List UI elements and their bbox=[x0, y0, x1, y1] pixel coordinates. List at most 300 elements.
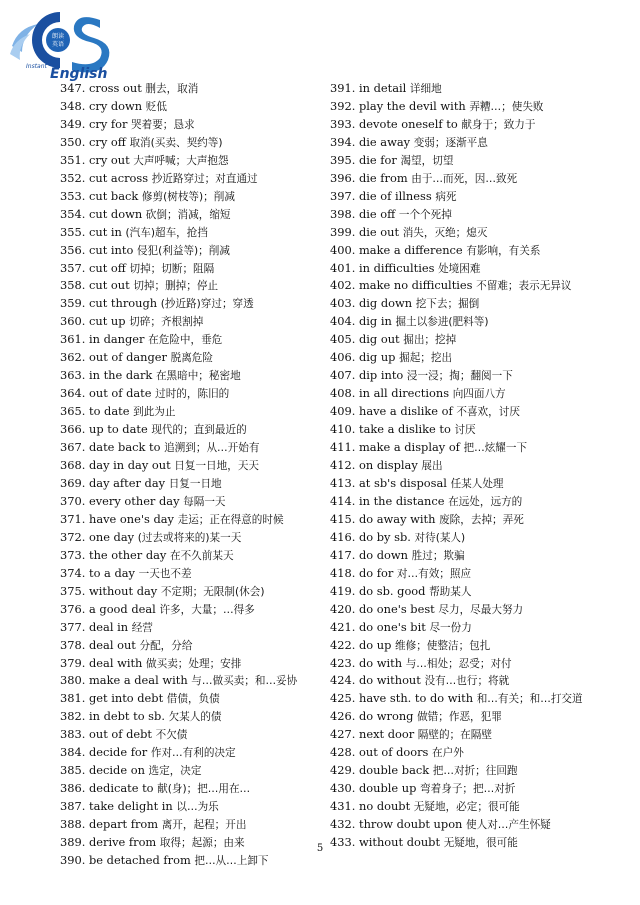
entry-number: 419. bbox=[330, 583, 356, 598]
entry-number: 349. bbox=[60, 116, 86, 131]
phrase-entry bbox=[60, 331, 330, 349]
entry-number: 384. bbox=[60, 745, 86, 760]
entry-phrase: on display bbox=[359, 458, 418, 473]
phrase-entry bbox=[330, 511, 620, 529]
entry-phrase: dedicate to bbox=[89, 781, 154, 796]
entry-meaning: 对待(某人) bbox=[414, 531, 466, 544]
entry-meaning: 日复一日地，天天 bbox=[174, 460, 260, 473]
entry-number: 364. bbox=[60, 386, 86, 401]
phrase-entry bbox=[60, 601, 330, 619]
entry-number: 418. bbox=[330, 565, 356, 580]
entry-number: 386. bbox=[60, 781, 86, 796]
entry-phrase: do without bbox=[359, 673, 421, 688]
entry-number: 403. bbox=[330, 296, 356, 311]
entry-number: 378. bbox=[60, 637, 86, 652]
entry-number: 351. bbox=[60, 152, 86, 167]
entry-meaning: 作对…有利的决定 bbox=[150, 747, 236, 760]
phrase-entry bbox=[330, 98, 620, 116]
entry-phrase: deal out bbox=[89, 637, 136, 652]
entry-phrase: do wrong bbox=[359, 709, 414, 724]
entry-phrase: every other day bbox=[89, 493, 180, 508]
entry-phrase: have a dislike of bbox=[359, 404, 453, 419]
instant-english-logo bbox=[8, 6, 118, 82]
entry-phrase: depart from bbox=[89, 817, 159, 832]
phrase-entry bbox=[60, 439, 330, 457]
entry-meaning: 隔壁的；在隔壁 bbox=[417, 729, 492, 742]
phrase-entry bbox=[330, 331, 620, 349]
logo-instant: Instant bbox=[26, 63, 47, 70]
entry-number: 388. bbox=[60, 817, 86, 832]
entry-meaning: 日复一日地 bbox=[168, 477, 222, 490]
phrase-entry bbox=[60, 188, 330, 206]
entry-meaning: 在不久前某天 bbox=[170, 549, 234, 562]
entry-meaning: 砍倒；消减，缩短 bbox=[145, 208, 231, 221]
entry-number: 372. bbox=[60, 529, 86, 544]
phrase-entry bbox=[330, 475, 620, 493]
phrase-entry bbox=[330, 188, 620, 206]
entry-meaning: 没有…也行；将就 bbox=[424, 675, 510, 688]
entry-meaning: 浸一浸；掏；翻阅一下 bbox=[406, 370, 513, 383]
logo-brand: English bbox=[50, 66, 108, 82]
phrase-entry bbox=[330, 206, 620, 224]
phrase-entry bbox=[60, 116, 330, 134]
phrase-entry bbox=[60, 690, 330, 708]
entry-number: 363. bbox=[60, 368, 86, 383]
entry-phrase: without doubt bbox=[359, 835, 441, 850]
entry-phrase: die from bbox=[359, 170, 408, 185]
entry-number: 420. bbox=[330, 601, 356, 616]
entry-meaning: 有影响，有关系 bbox=[466, 244, 541, 257]
phrase-entry bbox=[60, 277, 330, 295]
entry-meaning: 每隔一天 bbox=[183, 495, 226, 508]
entry-phrase: to a day bbox=[89, 565, 135, 580]
entry-number: 402. bbox=[330, 278, 356, 293]
entry-phrase: a good deal bbox=[89, 601, 156, 616]
entry-number: 396. bbox=[330, 170, 356, 185]
right-column bbox=[330, 80, 620, 852]
phrase-entry bbox=[330, 619, 620, 637]
entry-meaning: 无疑地，很可能 bbox=[443, 837, 518, 850]
entry-meaning: 展出 bbox=[421, 460, 443, 473]
entry-meaning: 做错；作恶，犯罪 bbox=[417, 711, 502, 724]
phrase-entry bbox=[60, 583, 330, 601]
entry-phrase: in debt to sb. bbox=[89, 709, 165, 724]
entry-number: 367. bbox=[60, 440, 86, 455]
phrase-entry bbox=[330, 672, 620, 690]
phrase-entry bbox=[330, 313, 620, 331]
entry-meaning: 病死 bbox=[435, 190, 457, 203]
entry-phrase: out of debt bbox=[89, 727, 152, 742]
entry-meaning: 在户外 bbox=[432, 747, 464, 760]
entry-number: 348. bbox=[60, 98, 86, 113]
phrase-entry bbox=[330, 780, 620, 798]
entry-phrase: do with bbox=[359, 655, 403, 670]
entry-phrase: dig down bbox=[359, 296, 413, 311]
entry-meaning: 分配，分给 bbox=[139, 639, 193, 652]
entry-meaning: 侵犯(利益等)；削减 bbox=[136, 244, 230, 257]
entry-meaning: 一天也不差 bbox=[138, 567, 192, 580]
entry-number: 361. bbox=[60, 332, 86, 347]
entry-phrase: up to date bbox=[89, 422, 148, 437]
phrase-entry bbox=[60, 313, 330, 331]
phrase-entry bbox=[60, 134, 330, 152]
entry-meaning: 献(身)；把…用在… bbox=[157, 783, 251, 796]
entry-number: 387. bbox=[60, 799, 86, 814]
entry-meaning: 到此为止 bbox=[133, 406, 176, 419]
entry-meaning: 掘起；挖出 bbox=[399, 352, 453, 365]
entry-number: 370. bbox=[60, 493, 86, 508]
entry-meaning: 借债，负债 bbox=[166, 693, 220, 706]
phrase-entry bbox=[330, 637, 620, 655]
entry-phrase: cry for bbox=[89, 116, 128, 131]
phrase-entry bbox=[60, 798, 330, 816]
entry-phrase: do by sb. bbox=[359, 529, 411, 544]
entry-number: 360. bbox=[60, 314, 86, 329]
entry-phrase: die away bbox=[359, 134, 411, 149]
phrase-entry bbox=[330, 260, 620, 278]
entry-phrase: in danger bbox=[89, 332, 145, 347]
entry-phrase: in all directions bbox=[359, 386, 450, 401]
entry-meaning: 切掉；删掉；停止 bbox=[133, 280, 219, 293]
entry-phrase: be detached from bbox=[89, 852, 191, 867]
entry-phrase: in the dark bbox=[89, 368, 153, 383]
entry-meaning: 挖下去；掘倒 bbox=[415, 298, 480, 311]
entry-meaning: 与…做买卖；和…妥协 bbox=[191, 675, 298, 688]
entry-phrase: cut up bbox=[89, 314, 126, 329]
phrase-entry bbox=[330, 762, 620, 780]
entry-phrase: cut into bbox=[89, 242, 134, 257]
entry-number: 414. bbox=[330, 493, 356, 508]
phrase-entry bbox=[330, 690, 620, 708]
entry-phrase: devote oneself to bbox=[359, 116, 458, 131]
entry-phrase: cut off bbox=[89, 260, 126, 275]
phrase-entry bbox=[330, 367, 620, 385]
entry-number: 389. bbox=[60, 835, 86, 850]
entry-phrase: do away with bbox=[359, 511, 436, 526]
entry-number: 356. bbox=[60, 242, 86, 257]
entry-number: 353. bbox=[60, 188, 86, 203]
entry-meaning: 消失，灭绝；熄灭 bbox=[402, 226, 488, 239]
entry-meaning: 使人对…产生怀疑 bbox=[466, 819, 551, 832]
phrase-entry bbox=[60, 403, 330, 421]
entry-meaning: 一个个死掉 bbox=[398, 208, 452, 221]
entry-phrase: cry out bbox=[89, 152, 130, 167]
entry-meaning: 向四面八方 bbox=[452, 388, 506, 401]
entry-number: 416. bbox=[330, 529, 356, 544]
phrase-entry bbox=[330, 798, 620, 816]
entry-number: 371. bbox=[60, 511, 86, 526]
entry-number: 369. bbox=[60, 475, 86, 490]
entry-meaning: 对…有效；照应 bbox=[396, 567, 472, 580]
phrase-entry bbox=[60, 637, 330, 655]
phrase-entry bbox=[330, 80, 620, 98]
entry-meaning: 尽力，尽最大努力 bbox=[438, 603, 524, 616]
entry-phrase: take delight in bbox=[89, 799, 173, 814]
entry-number: 433. bbox=[330, 835, 356, 850]
entry-meaning: (汽车)超车，抢挡 bbox=[125, 226, 208, 239]
phrase-entry bbox=[60, 421, 330, 439]
phrase-entry bbox=[60, 224, 330, 242]
entry-phrase: day after day bbox=[89, 475, 166, 490]
entry-meaning: 任某人处理 bbox=[450, 477, 504, 490]
phrase-entry bbox=[60, 655, 330, 673]
phrase-entry bbox=[330, 601, 620, 619]
entry-number: 347. bbox=[60, 81, 86, 95]
entry-meaning: 取得；起源；由来 bbox=[159, 837, 245, 850]
entry-number: 354. bbox=[60, 206, 86, 221]
phrase-entry bbox=[330, 529, 620, 547]
phrase-entry bbox=[330, 583, 620, 601]
entry-phrase: cut through bbox=[89, 296, 158, 311]
phrase-entry bbox=[60, 80, 330, 98]
entry-number: 352. bbox=[60, 170, 86, 185]
entry-number: 417. bbox=[330, 547, 356, 562]
entry-number: 412. bbox=[330, 458, 356, 473]
entry-number: 374. bbox=[60, 565, 86, 580]
phrase-entry bbox=[60, 762, 330, 780]
phrase-entry bbox=[60, 295, 330, 313]
entry-phrase: no doubt bbox=[359, 799, 411, 814]
entry-phrase: deal with bbox=[89, 655, 143, 670]
entry-number: 406. bbox=[330, 350, 356, 365]
entry-number: 368. bbox=[60, 458, 86, 473]
entry-phrase: throw doubt upon bbox=[359, 817, 463, 832]
entry-meaning: 选定，决定 bbox=[148, 765, 202, 778]
entry-phrase: do for bbox=[359, 565, 394, 580]
entry-number: 399. bbox=[330, 224, 356, 239]
entry-meaning: 不喜欢，讨厌 bbox=[456, 406, 520, 419]
entry-meaning: 经营 bbox=[131, 621, 153, 634]
phrase-entry bbox=[60, 170, 330, 188]
entry-number: 398. bbox=[330, 206, 356, 221]
entry-number: 373. bbox=[60, 547, 86, 562]
entry-meaning: 许多，大量；…得多 bbox=[159, 603, 255, 616]
entry-meaning: 掘土以参进(肥料等) bbox=[395, 316, 489, 329]
entry-number: 424. bbox=[330, 673, 356, 688]
entry-number: 350. bbox=[60, 134, 86, 149]
entry-meaning: 现代的；直到最近的 bbox=[151, 424, 247, 437]
logo-graphic bbox=[8, 6, 118, 82]
entry-number: 355. bbox=[60, 224, 86, 239]
entry-meaning: 在危险中，垂危 bbox=[148, 334, 223, 347]
entry-phrase: make a difference bbox=[359, 242, 463, 257]
entry-meaning: (过去或将来的)某一天 bbox=[137, 531, 242, 544]
entry-phrase: take a dislike to bbox=[359, 422, 451, 437]
entry-meaning: 过时的，陈旧的 bbox=[155, 388, 230, 401]
phrase-entry bbox=[60, 547, 330, 565]
entry-phrase: cut back bbox=[89, 188, 139, 203]
left-column bbox=[60, 80, 330, 870]
entry-phrase: get into debt bbox=[89, 691, 164, 706]
entry-phrase: double back bbox=[359, 763, 430, 778]
entry-phrase: at sb's disposal bbox=[359, 475, 447, 490]
phrase-entry bbox=[330, 134, 620, 152]
entry-number: 430. bbox=[330, 781, 356, 796]
entry-number: 391. bbox=[330, 81, 356, 95]
entry-phrase: in the distance bbox=[359, 493, 445, 508]
entry-meaning: 无疑地，必定；很可能 bbox=[413, 801, 520, 814]
phrase-entry bbox=[60, 744, 330, 762]
entry-phrase: out of date bbox=[89, 386, 152, 401]
entry-phrase: date back to bbox=[89, 440, 161, 455]
entry-number: 410. bbox=[330, 422, 356, 437]
entry-phrase: the other day bbox=[89, 547, 167, 562]
entry-number: 397. bbox=[330, 188, 356, 203]
phrase-entry bbox=[330, 439, 620, 457]
entry-meaning: 删去，取消 bbox=[145, 83, 199, 95]
entry-number: 428. bbox=[330, 745, 356, 760]
entry-phrase: have one's day bbox=[89, 511, 174, 526]
entry-phrase: do down bbox=[359, 547, 409, 562]
entry-number: 382. bbox=[60, 709, 86, 724]
entry-number: 375. bbox=[60, 583, 86, 598]
entry-phrase: out of doors bbox=[359, 745, 429, 760]
phrase-entry bbox=[60, 349, 330, 367]
entry-number: 366. bbox=[60, 422, 86, 437]
phrase-entry bbox=[330, 565, 620, 583]
entry-meaning: 和…有关；和…打交道 bbox=[476, 693, 583, 706]
phrase-entry bbox=[60, 816, 330, 834]
entry-number: 405. bbox=[330, 332, 356, 347]
entry-number: 404. bbox=[330, 314, 356, 329]
entry-number: 427. bbox=[330, 727, 356, 742]
entry-meaning: 把…从…上卸下 bbox=[194, 854, 269, 867]
entry-meaning: 贬低 bbox=[145, 100, 167, 113]
entry-phrase: dig up bbox=[359, 350, 396, 365]
entry-number: 415. bbox=[330, 511, 356, 526]
entry-phrase: dip into bbox=[359, 368, 404, 383]
entry-phrase: cry down bbox=[89, 98, 143, 113]
entry-phrase: decide on bbox=[89, 763, 145, 778]
entry-number: 395. bbox=[330, 152, 356, 167]
entry-phrase: make a display of bbox=[359, 440, 460, 455]
phrase-entry bbox=[330, 242, 620, 260]
phrase-entry bbox=[60, 726, 330, 744]
entry-number: 379. bbox=[60, 655, 86, 670]
phrase-entry bbox=[330, 349, 620, 367]
entry-number: 432. bbox=[330, 817, 356, 832]
entry-phrase: cross out bbox=[89, 81, 142, 95]
entry-meaning: 离开，起程；开出 bbox=[161, 819, 247, 832]
entry-meaning: 渴望，切望 bbox=[400, 154, 454, 167]
entry-number: 394. bbox=[330, 134, 356, 149]
entry-meaning: 掘出；挖掉 bbox=[403, 334, 457, 347]
entry-meaning: 胜过；欺骗 bbox=[411, 549, 465, 562]
entry-meaning: 不定期；无限制(休会) bbox=[160, 585, 265, 598]
phrase-entry bbox=[330, 421, 620, 439]
entry-phrase: one day bbox=[89, 529, 135, 544]
entry-number: 365. bbox=[60, 404, 86, 419]
phrase-entry bbox=[330, 152, 620, 170]
entry-number: 390. bbox=[60, 852, 86, 867]
entry-meaning: 以…为乐 bbox=[176, 801, 219, 814]
entry-phrase: make a deal with bbox=[89, 673, 188, 688]
entry-meaning: 走运；正在得意的时候 bbox=[177, 513, 284, 526]
phrase-entry bbox=[60, 493, 330, 511]
entry-phrase: double up bbox=[359, 781, 417, 796]
entry-meaning: 抄近路穿过；对直通过 bbox=[151, 172, 258, 185]
entry-meaning: 处境困难 bbox=[438, 262, 481, 275]
entry-phrase: do one's bit bbox=[359, 619, 426, 634]
entry-number: 362. bbox=[60, 350, 86, 365]
entry-meaning: 切掉；切断；阻隔 bbox=[129, 262, 215, 275]
phrase-entry bbox=[330, 385, 620, 403]
entry-number: 401. bbox=[330, 260, 356, 275]
entry-phrase: next door bbox=[359, 727, 415, 742]
entry-meaning: 详细地 bbox=[409, 83, 442, 95]
entry-phrase: do one's best bbox=[359, 601, 435, 616]
entry-meaning: 与…相处；忍受；对付 bbox=[405, 657, 512, 670]
entry-phrase: die off bbox=[359, 206, 396, 221]
entry-meaning: 哭着要；恳求 bbox=[131, 118, 195, 131]
entry-meaning: 不欠债 bbox=[155, 729, 188, 742]
entry-number: 423. bbox=[330, 655, 356, 670]
entry-phrase: in detail bbox=[359, 81, 407, 95]
entry-number: 380. bbox=[60, 673, 86, 688]
logo-badge-top: 朗读 bbox=[51, 33, 65, 40]
entry-meaning: 讨厌 bbox=[454, 424, 476, 437]
entry-phrase: cut in bbox=[89, 224, 122, 239]
phrase-entry bbox=[330, 708, 620, 726]
entry-phrase: dig out bbox=[359, 332, 400, 347]
phrase-entry bbox=[330, 277, 620, 295]
entry-number: 429. bbox=[330, 763, 356, 778]
entry-number: 425. bbox=[330, 691, 356, 706]
phrase-entry bbox=[330, 403, 620, 421]
entry-meaning: 尽一份力 bbox=[429, 621, 472, 634]
phrase-entry bbox=[60, 457, 330, 475]
phrase-entry bbox=[60, 852, 330, 870]
entry-phrase: day in day out bbox=[89, 458, 171, 473]
entry-phrase: cut across bbox=[89, 170, 149, 185]
phrase-entry bbox=[60, 511, 330, 529]
entry-meaning: 取消(买卖、契约等) bbox=[129, 136, 223, 149]
entry-phrase: play the devil with bbox=[359, 98, 466, 113]
phrase-entry bbox=[60, 242, 330, 260]
entry-phrase: without day bbox=[89, 583, 158, 598]
entry-meaning: 做买卖；处理；安排 bbox=[146, 657, 242, 670]
entry-number: 392. bbox=[330, 98, 356, 113]
entry-number: 376. bbox=[60, 601, 86, 616]
entry-number: 385. bbox=[60, 763, 86, 778]
entry-meaning: 追溯到；从…开始有 bbox=[164, 442, 260, 455]
page-number: 5 bbox=[316, 843, 324, 854]
entry-number: 409. bbox=[330, 404, 356, 419]
entry-number: 408. bbox=[330, 386, 356, 401]
entry-phrase: cut out bbox=[89, 278, 130, 293]
phrase-entry bbox=[330, 224, 620, 242]
entry-meaning: 在远处，远方的 bbox=[448, 495, 523, 508]
entry-number: 359. bbox=[60, 296, 86, 311]
entry-meaning: 把…对折；往回跑 bbox=[432, 765, 518, 778]
entry-number: 411. bbox=[330, 440, 356, 455]
entry-meaning: 弄糟…；使失败 bbox=[469, 100, 544, 113]
entry-meaning: 欠某人的债 bbox=[168, 711, 222, 724]
entry-number: 383. bbox=[60, 727, 86, 742]
entry-phrase: do sb. good bbox=[359, 583, 426, 598]
phrase-entry bbox=[60, 529, 330, 547]
phrase-entry bbox=[60, 98, 330, 116]
entry-meaning: 切碎；齐根割掉 bbox=[129, 316, 204, 329]
entry-number: 393. bbox=[330, 116, 356, 131]
entry-number: 381. bbox=[60, 691, 86, 706]
entry-number: 413. bbox=[330, 475, 356, 490]
phrase-entry bbox=[330, 547, 620, 565]
phrase-entry bbox=[60, 260, 330, 278]
phrase-entry bbox=[60, 565, 330, 583]
entry-phrase: make no difficulties bbox=[359, 278, 473, 293]
entry-meaning: (抄近路)穿过；穿透 bbox=[160, 298, 254, 311]
